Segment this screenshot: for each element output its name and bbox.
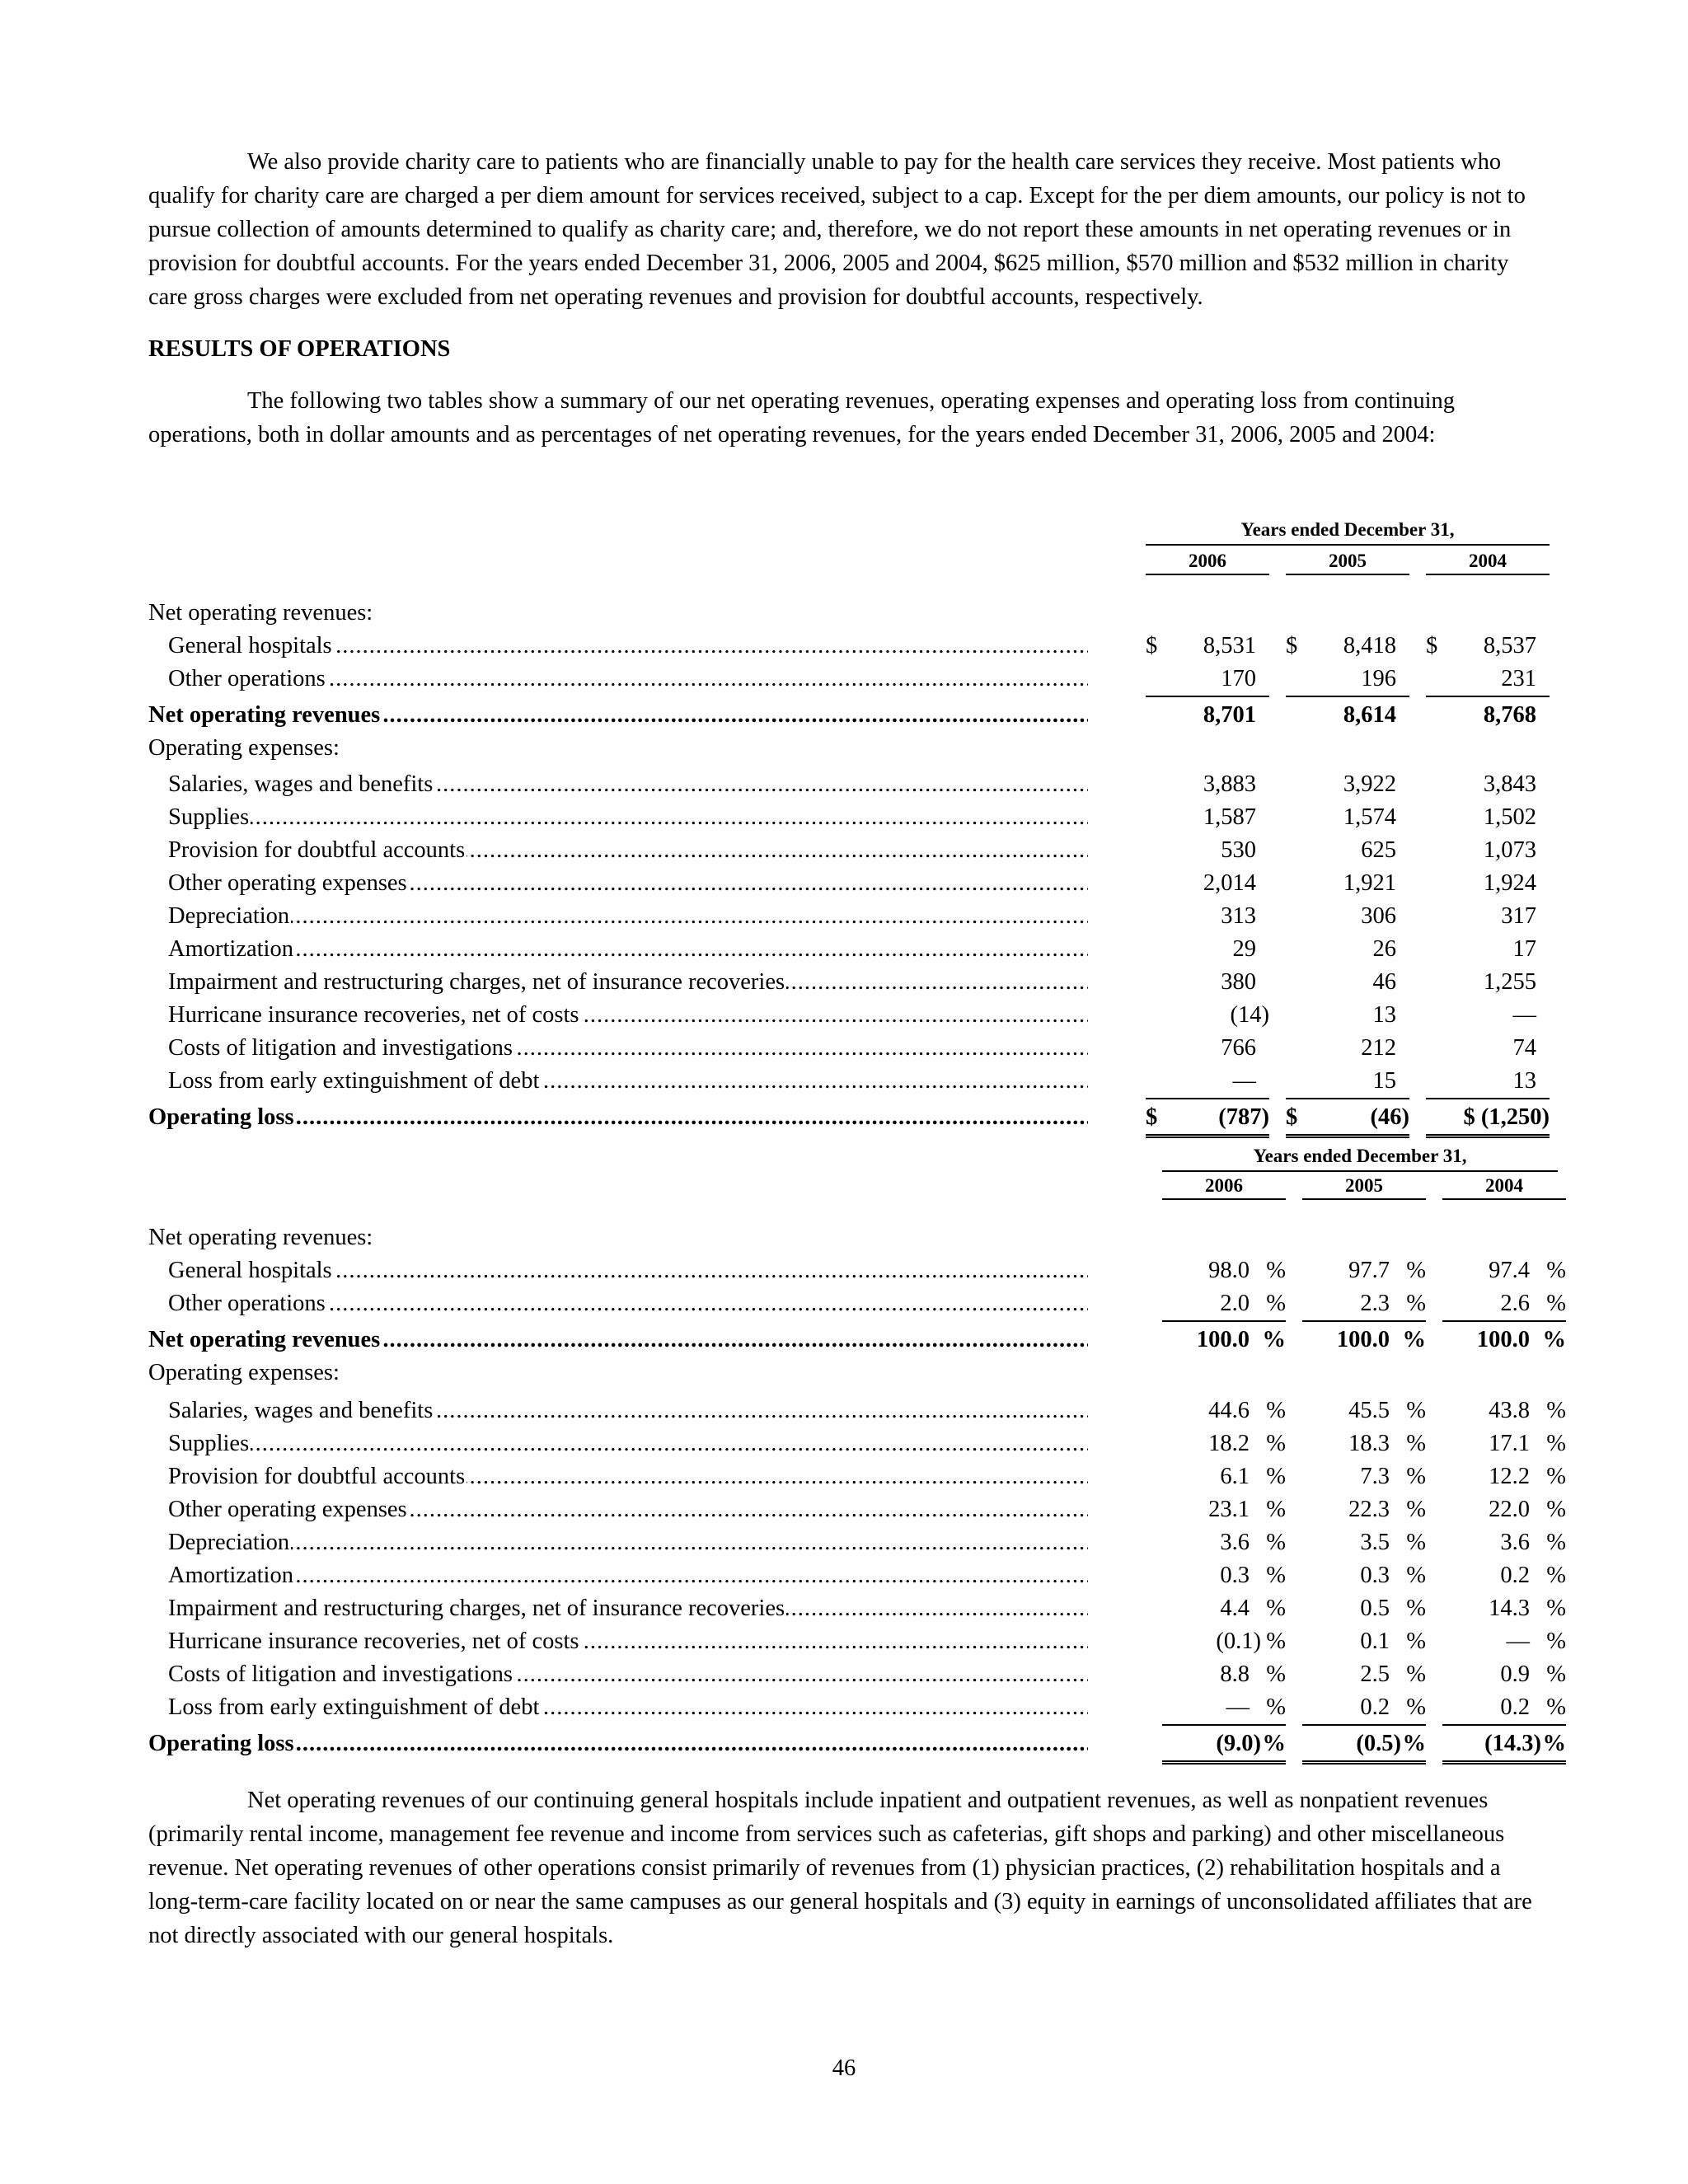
value-cell-2005: 7.3 % xyxy=(1360,1464,1426,1489)
value-cell-2004: $ (1,250) xyxy=(1426,1101,1550,1138)
value-cell-2006: 44.6 % xyxy=(1208,1398,1286,1423)
tables-intro-paragraph: The following two tables show a summary of our net operating revenues, operating expenses and operating loss from continuing operations, both in dollar amounts and as percentages of net operating revenues, for the years ended December 31, 2006, 2005 and 2004: xyxy=(148,388,1456,448)
table-row xyxy=(148,966,1550,999)
page-number: 46 xyxy=(832,2055,856,2081)
value-cell-2004: 8,768 xyxy=(1483,702,1536,728)
table-row xyxy=(148,699,1550,732)
table-row xyxy=(148,1065,1550,1098)
value-cell-2006: 8,701 xyxy=(1203,702,1256,728)
table-row xyxy=(148,1101,1550,1134)
value-cell-2004: 231 xyxy=(1426,663,1550,697)
value-cell-2004: 0.2 % xyxy=(1442,1691,1566,1726)
row-label-operating-loss: Operating loss ..... xyxy=(148,1727,1088,1760)
value-cell-2004: 1,255 xyxy=(1483,969,1536,995)
value-cell-2005: 196 xyxy=(1286,663,1409,697)
value-cell-2004: 3,843 xyxy=(1483,771,1536,797)
value-cell-2006: — xyxy=(1146,1065,1269,1099)
row-label-salaries-wages-and-benefits: Salaries, wages and benefits ..... xyxy=(168,1394,1088,1427)
value-cell-2005: 0.5 % xyxy=(1360,1596,1426,1621)
value-cell-2005: 3,922 xyxy=(1343,771,1396,797)
row-label-supplies: Supplies ..... xyxy=(168,1427,1088,1460)
value-cell-2005: 0.3 % xyxy=(1360,1563,1426,1588)
row-label-loss-from-early-extinguishment-of-debt: Loss from early extinguishment of debt ..... xyxy=(168,1691,1088,1724)
table-row xyxy=(148,867,1550,900)
table-row xyxy=(148,801,1550,834)
value-cell-2004: 17 xyxy=(1512,936,1536,962)
value-cell-2004: 17.1 % xyxy=(1489,1431,1566,1456)
year-col-2006: 2006 xyxy=(1146,549,1269,575)
value-cell-2006: 8.8 % xyxy=(1220,1661,1286,1687)
row-label-other-operations: Other operations ..... xyxy=(168,663,1088,696)
value-cell-2005: 625 xyxy=(1361,837,1396,863)
value-cell-2006: (9.0) % xyxy=(1162,1727,1286,1765)
table-row xyxy=(148,1625,1566,1658)
table-row xyxy=(148,732,1550,765)
row-label-costs-of-litigation-and-investigations: Costs of litigation and investigations ..... xyxy=(168,1032,1088,1065)
row-label-provision-for-doubtful-accounts: Provision for doubtful accounts ..... xyxy=(168,834,1088,867)
year-col-2005: 2005 xyxy=(1286,549,1409,575)
table-header: Years ended December 31, xyxy=(1146,518,1550,546)
value-cell-2005: $ 8,418 xyxy=(1286,633,1396,658)
value-cell-2005: 18.3 % xyxy=(1348,1431,1426,1456)
value-cell-2005: 46 xyxy=(1372,969,1396,995)
value-cell-2004: (14.3) % xyxy=(1442,1727,1566,1765)
value-cell-2004: — xyxy=(1512,1002,1536,1028)
row-label-other-operating-expenses: Other operating expenses ..... xyxy=(168,867,1088,900)
table-row xyxy=(148,834,1550,867)
table-row xyxy=(148,1032,1550,1065)
value-cell-2005: 1,921 xyxy=(1343,870,1396,896)
table-row xyxy=(148,1287,1566,1320)
value-cell-2005: $ (46) xyxy=(1286,1101,1409,1138)
value-cell-2005: 13 xyxy=(1372,1002,1396,1028)
value-cell-2006: (0.1) % xyxy=(1216,1629,1286,1654)
value-cell-2006: 3,883 xyxy=(1203,771,1256,797)
row-label-salaries-wages-and-benefits: Salaries, wages and benefits ..... xyxy=(168,768,1088,801)
value-cell-2004: 1,924 xyxy=(1483,870,1536,896)
table-row xyxy=(148,1254,1566,1287)
value-cell-2006: 530 xyxy=(1221,837,1256,863)
row-label-hurricane-insurance-recoveries-net-of-costs: Hurricane insurance recoveries, net of costs ..... xyxy=(168,999,1088,1032)
row-label-general-hospitals: General hospitals ..... xyxy=(168,1254,1088,1287)
value-cell-2004: 3.6 % xyxy=(1500,1530,1566,1555)
value-cell-2006: 18.2 % xyxy=(1208,1431,1286,1456)
value-cell-2005: 3.5 % xyxy=(1360,1530,1426,1555)
row-label-general-hospitals: General hospitals ..... xyxy=(168,630,1088,663)
value-cell-2006: 29 xyxy=(1232,936,1256,962)
table-row xyxy=(148,999,1550,1032)
value-cell-2004: — % xyxy=(1506,1629,1566,1654)
row-label-other-operating-expenses: Other operating expenses ..... xyxy=(168,1493,1088,1526)
value-cell-2005: 45.5 % xyxy=(1348,1398,1426,1423)
row-label-depreciation: Depreciation ..... xyxy=(168,1526,1088,1559)
value-cell-2005: 306 xyxy=(1361,903,1396,929)
row-label-supplies: Supplies ..... xyxy=(168,801,1088,834)
value-cell-2006: 2,014 xyxy=(1203,870,1256,896)
table-row xyxy=(148,1658,1566,1691)
table-row xyxy=(148,630,1550,663)
row-label-impairment-and-restructuring-charges-net-of-insurance-recoveries: Impairment and restructuring charges, net of insurance recoveries ..... xyxy=(168,966,1088,999)
value-cell-2006: $ 8,531 xyxy=(1146,633,1256,658)
section-heading: RESULTS OF OPERATIONS xyxy=(148,336,451,362)
row-label-provision-for-doubtful-accounts: Provision for doubtful accounts ..... xyxy=(168,1460,1088,1493)
value-cell-2004: 22.0 % xyxy=(1489,1497,1566,1522)
table-header: Years ended December 31, xyxy=(1162,1144,1558,1172)
value-cell-2006: 1,587 xyxy=(1203,804,1256,830)
table-row xyxy=(148,1427,1566,1460)
value-cell-2005: 100.0 % xyxy=(1336,1327,1426,1352)
intro-paragraph: We also provide charity care to patients who are financially unable to pay for the health care services they receive. Most patients who qualify for charity care are charged a per diem amount for services received, subject to a cap. Except for the per diem amounts, our policy is not to pursue collection of amounts determined to qualify as charity care; and, therefore, we do not report these amounts in net operating revenues or in provision for doubtful accounts. For the years ended December 31, 2006, 2005 and 2004, $625 million, $570 million and $532 million in charity care gross charges were excluded from net operating revenues and provision for doubtful accounts, respectively. xyxy=(148,149,1526,310)
row-label-net-operating-revenues: Net operating revenues: xyxy=(148,1225,373,1250)
value-cell-2004: $ 8,537 xyxy=(1426,633,1536,658)
row-label-net-operating-revenues: Net operating revenues ..... xyxy=(148,699,1088,732)
table-row xyxy=(148,663,1550,696)
value-cell-2006: 380 xyxy=(1221,969,1256,995)
value-cell-2005: (0.5) % xyxy=(1302,1727,1426,1765)
table-row xyxy=(148,933,1550,966)
value-cell-2006: 170 xyxy=(1146,663,1269,697)
value-cell-2004: 12.2 % xyxy=(1489,1464,1566,1489)
value-cell-2004: 97.4 % xyxy=(1489,1258,1566,1283)
row-label-operating-expenses: Operating expenses: xyxy=(148,1360,340,1385)
table-row xyxy=(148,768,1550,801)
value-cell-2004: 14.3 % xyxy=(1489,1596,1566,1621)
value-cell-2004: 1,073 xyxy=(1483,837,1536,863)
row-label-operating-loss: Operating loss ..... xyxy=(148,1101,1088,1134)
value-cell-2004: 0.2 % xyxy=(1500,1563,1566,1588)
value-cell-2006: (14) xyxy=(1230,1002,1269,1028)
value-cell-2004: 43.8 % xyxy=(1489,1398,1566,1423)
table-row xyxy=(148,1691,1566,1724)
value-cell-2006: 3.6 % xyxy=(1220,1530,1286,1555)
value-cell-2005: 26 xyxy=(1372,936,1396,962)
row-label-amortization: Amortization ..... xyxy=(168,1559,1088,1592)
table-row xyxy=(148,597,1550,630)
value-cell-2006: $ (787) xyxy=(1146,1101,1269,1138)
value-cell-2006: 98.0 % xyxy=(1208,1258,1286,1283)
row-label-operating-expenses: Operating expenses: xyxy=(148,735,340,761)
value-cell-2004: 317 xyxy=(1501,903,1536,929)
value-cell-2006: 766 xyxy=(1221,1035,1256,1061)
row-label-net-operating-revenues: Net operating revenues: xyxy=(148,600,373,626)
value-cell-2005: 1,574 xyxy=(1343,804,1396,830)
value-cell-2004: 1,502 xyxy=(1483,804,1536,830)
year-col-2005: 2005 xyxy=(1302,1174,1426,1200)
year-col-2004: 2004 xyxy=(1442,1174,1566,1200)
row-label-depreciation: Depreciation ..... xyxy=(168,900,1088,933)
closing-paragraph: Net operating revenues of our continuing general hospitals include inpatient and outpatient revenues, as well as nonpatient revenues (primarily rental income, management fee revenue and income from services such as cafeterias, gift shops and parking) and other miscellaneous revenue. Net operating revenues of other operations consist primarily of revenues from (1) physician practices, (2) rehabilitation hospitals and a long-term-care facility located on or near the same campuses as our general hospitals and (3) equity in earnings of unconsolidated affiliates that are not directly associated with our general hospitals. xyxy=(148,1788,1532,1948)
value-cell-2006: 23.1 % xyxy=(1208,1497,1286,1522)
row-label-amortization: Amortization ..... xyxy=(168,933,1088,966)
year-col-2004: 2004 xyxy=(1426,549,1550,575)
value-cell-2005: 15 xyxy=(1286,1065,1409,1099)
value-cell-2005: 22.3 % xyxy=(1348,1497,1426,1522)
table-row xyxy=(148,1324,1566,1357)
value-cell-2005: 97.7 % xyxy=(1348,1258,1426,1283)
table-row xyxy=(148,1493,1566,1526)
value-cell-2004: 2.6 % xyxy=(1442,1287,1566,1322)
value-cell-2004: 100.0 % xyxy=(1476,1327,1566,1352)
row-label-hurricane-insurance-recoveries-net-of-costs: Hurricane insurance recoveries, net of costs ..... xyxy=(168,1625,1088,1658)
table-row xyxy=(148,1460,1566,1493)
value-cell-2004: 13 xyxy=(1426,1065,1550,1099)
table-row xyxy=(148,1727,1566,1760)
value-cell-2006: 100.0 % xyxy=(1196,1327,1286,1352)
value-cell-2005: 2.3 % xyxy=(1302,1287,1426,1322)
document-page xyxy=(148,145,1550,452)
value-cell-2005: 0.1 % xyxy=(1360,1629,1426,1654)
value-cell-2006: 4.4 % xyxy=(1220,1596,1286,1621)
value-cell-2006: 313 xyxy=(1221,903,1256,929)
value-cell-2005: 2.5 % xyxy=(1360,1661,1426,1687)
value-cell-2005: 0.2 % xyxy=(1302,1691,1426,1726)
value-cell-2006: — % xyxy=(1162,1691,1286,1726)
value-cell-2004: 0.9 % xyxy=(1500,1661,1566,1687)
year-col-2006: 2006 xyxy=(1162,1174,1286,1200)
value-cell-2006: 0.3 % xyxy=(1220,1563,1286,1588)
table-row xyxy=(148,1394,1566,1427)
value-cell-2006: 2.0 % xyxy=(1162,1287,1286,1322)
table-row xyxy=(148,1559,1566,1592)
value-cell-2006: 6.1 % xyxy=(1220,1464,1286,1489)
table-row xyxy=(148,1357,1550,1390)
table-row xyxy=(148,1526,1566,1559)
value-cell-2005: 212 xyxy=(1361,1035,1396,1061)
value-cell-2004: 74 xyxy=(1512,1035,1536,1061)
row-label-loss-from-early-extinguishment-of-debt: Loss from early extinguishment of debt ..... xyxy=(168,1065,1088,1098)
table-row xyxy=(148,900,1550,933)
row-label-other-operations: Other operations ..... xyxy=(168,1287,1088,1320)
table-row xyxy=(148,1221,1550,1254)
table-row xyxy=(148,1592,1566,1625)
row-label-net-operating-revenues: Net operating revenues ..... xyxy=(148,1324,1088,1357)
row-label-impairment-and-restructuring-charges-net-of-insurance-recoveries: Impairment and restructuring charges, net of insurance recoveries ..... xyxy=(168,1592,1088,1625)
value-cell-2005: 8,614 xyxy=(1343,702,1396,728)
row-label-costs-of-litigation-and-investigations: Costs of litigation and investigations ..... xyxy=(168,1658,1088,1691)
